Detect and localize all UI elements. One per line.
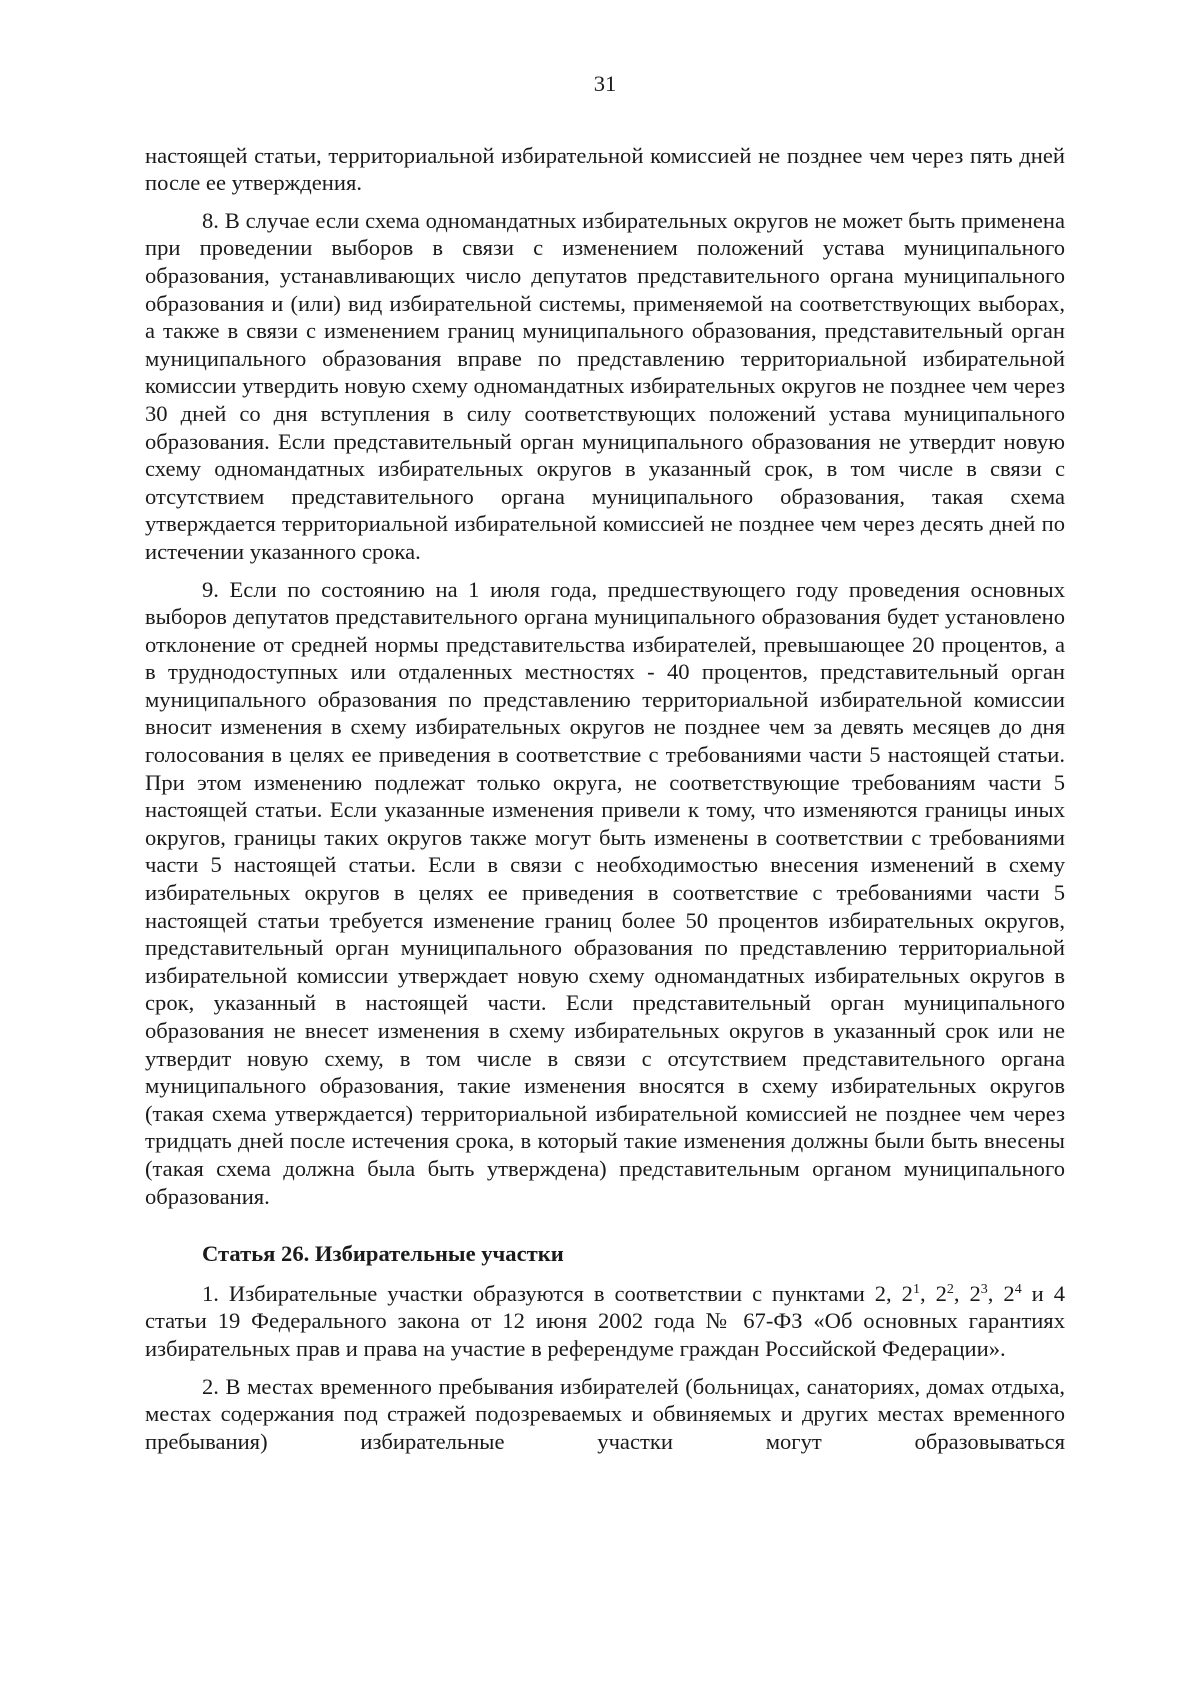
p1-separator: , 2 [953,1280,981,1306]
superscript: 3 [980,1281,988,1297]
page-number: 31 [593,71,617,96]
p1-separator: , 2 [987,1280,1015,1306]
paragraph-9: 9. Если по состоянию на 1 июля года, предшествующего году проведения основных выборов депутатов представительного органа муниципального образования будет установлено отклонение от средней нормы представительства избирателей, превышающее 20 процентов, а в труднодоступных или отдаленных местностях - 40 процентов, представительный орган муниципального образования по представлению территориальной избирательной комиссии вносит изменения в схему избирательных округов не позднее чем за девять месяцев до дня голосования в целях ее приведения в соответствие с требованиями части 5 настоящей статьи. При этом изменению подлежат только округа, не соответствующие требованиям части 5 настоящей статьи. Если указанные изменения привели к тому, что изменяются границы иных округов, границы таких округов также могут быть изменены в соответствии с требованиями части 5 настоящей статьи. Если в связи с необходимостью внесения изменений в схему избирательных округов в целях ее приведения в соответствие с требованиями части 5 настоящей статьи требуется изменение границ более 50 процентов избирательных округов, представительный орган муниципального образования по представлению территориальной избирательной комиссии утверждает новую схему одномандатных избирательных округов в срок, указанный в настоящей части. Если представительный орган муниципального образования не внесет изменения в схему избирательных округов в указанный срок или не утвердит новую схему, в том числе в связи с отсутствием представительного органа муниципального образования, такие изменения вносятся в схему избирательных округов (такая схема утверждается) территориальной избирательной комиссией не позднее чем через тридцать дней после истечения срока, в который такие изменения должны были быть внесены (такая схема должна была быть утверждена) представительным органом муниципального образования. [145,576,1065,1209]
article-26-paragraph-2: 2. В местах временного пребывания избирателей (больницах, санаториях, домах отдыха, местах содержания под стражей подозреваемых и обвиняемых и других местах временного пребывания) избирательные участки могут образовываться [145,1373,1065,1454]
superscript: 1 [912,1281,920,1297]
superscript: 2 [946,1281,954,1297]
article-26-heading: Статья 26. Избирательные участки [202,1241,564,1267]
p1-text-end: и 4 статьи 19 Федерального закона от 12 июня 2002 года № 67-ФЗ «Об основных гарантиях избирательных прав и права на участие в референдуме граждан Российской Федерации». [145,1280,1066,1361]
paragraph-8: 8. В случае если схема одномандатных избирательных округов не может быть применена при проведении выборов в связи с изменением положений устава муниципального образования, устанавливающих число депутатов представительного органа муниципального образования и (или) вид избирательной системы, применяемой на соответствующих выборах, а также в связи с изменением границ муниципального образования, представительный орган муниципального образования вправе по представлению территориальной избирательной комиссии утвердить новую схему одномандатных избирательных округов не позднее чем через 30 дней со дня вступления в силу соответствующих положений устава муниципального образования. Если представительный орган муниципального образования не утвердит новую схему одномандатных избирательных округов в указанный срок, в том числе в связи с отсутствием представительного органа муниципального образования, такая схема утверждается территориальной избирательной комиссией не позднее чем через десять дней по истечении указанного срока. [145,207,1065,564]
document-page [145,70,1065,1465]
article-26-paragraph-1 [145,1280,1065,1363]
p1-separator: , 2 [919,1280,947,1306]
superscript: 4 [1014,1281,1022,1297]
paragraph-continuation: настоящей статьи, территориальной избирательной комиссией не позднее чем через пять дней после ее утверждения. [145,142,1065,196]
p1-text-start: 1. Избирательные участки образуются в соответствии с пунктами 2, 2 [202,1280,913,1306]
